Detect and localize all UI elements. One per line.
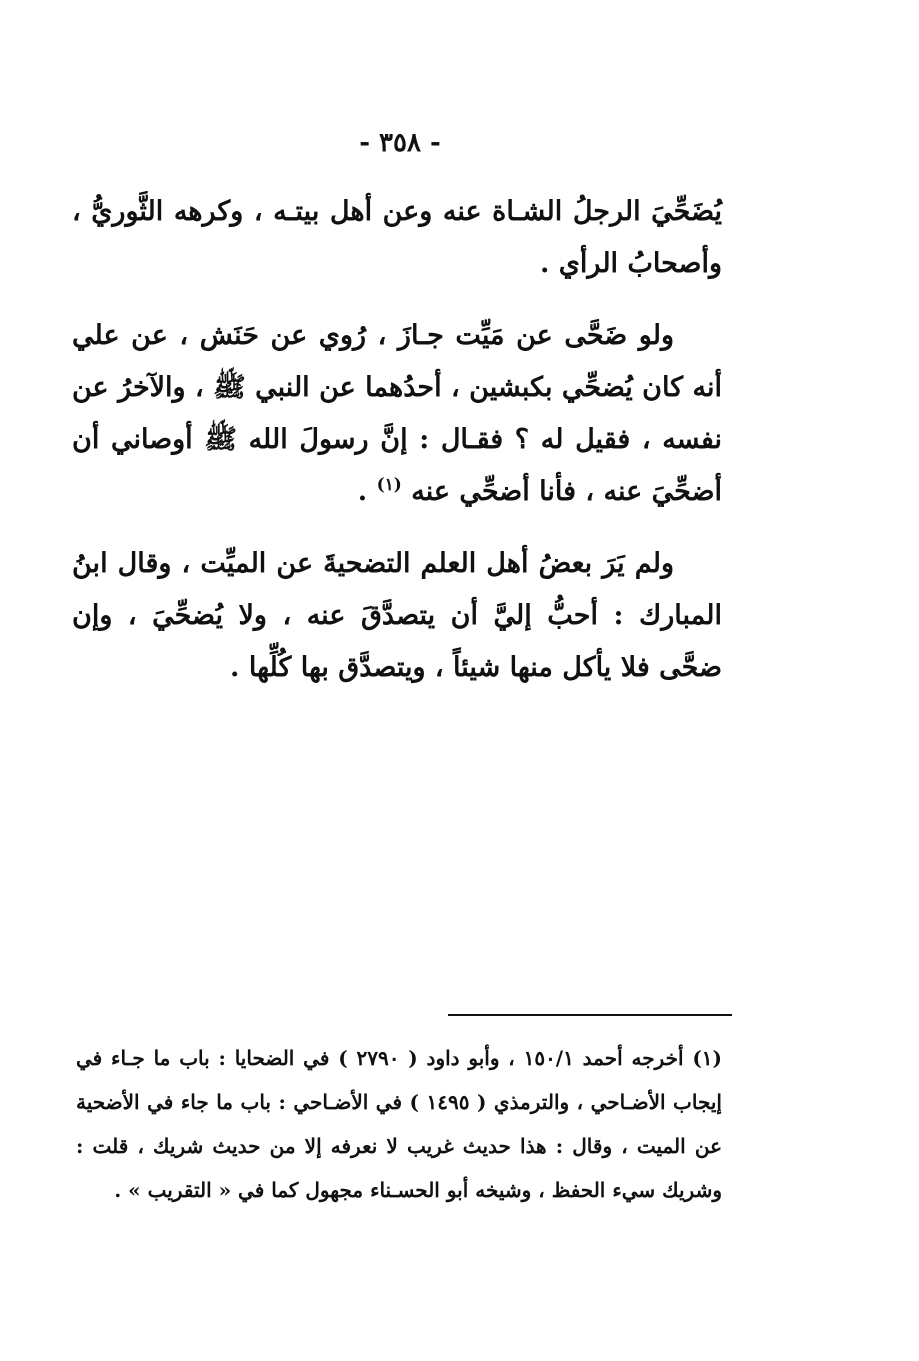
paragraph-3: ولم يَرَ بعضُ أهل العلم التضحيةَ عن الميِّت ، وقال ابنُ المبارك : أحبُّ إليَّ أن يتصدَّقَ عنه ، ولا يُضحِّيَ ، وإن ضحَّى فلا يأكل منها شيئاً ، ويتصدَّق بها كُلِّها .	[72, 548, 722, 683]
paragraph-1: يُضَحِّيَ الرجلُ الشـاة عنه وعن أهل بيتـه ، وكرهه الثَّوريُّ ، وأصحابُ الرأي .	[72, 196, 722, 279]
page-number: - ٣٥٨ -	[359, 128, 441, 158]
paragraph-2	[72, 310, 722, 518]
paragraph-2-end: .	[357, 476, 377, 507]
footnote-reference: (١)	[376, 475, 402, 495]
footnote-separator	[448, 1014, 732, 1016]
main-text	[72, 186, 722, 714]
paragraph-2-text: ولو ضَحَّى عن مَيِّت جـازَ ، رُوي عن حَنَش ، عن علي أنه كان يُضحِّي بكبشين ، أحدُهما عن النبي ﷺ ، والآخرُ عن نفسه ، فقيل له ؟ فقـال : إنَّ رسولَ الله ﷺ أوصاني أن أضحِّيَ عنه ، فأنا أضحِّي عنه	[72, 320, 722, 507]
footnote-1: (١) أخرجه أحمد ١٥٠/١ ، وأبو داود ( ٢٧٩٠ ) في الضحايا : باب ما جـاء في إيجاب الأضـاحي ، والترمذي ( ١٤٩٥ ) في الأضـاحي : باب ما جاء في الأضحية عن الميت ، وقال : هذا حديث غريب لا نعرفه إلا من حديث شريك ، قلت : وشريك سيء الحفظ ، وشيخه أبو الحسـناء مجهول كما في « التقريب » .	[76, 1046, 722, 1202]
